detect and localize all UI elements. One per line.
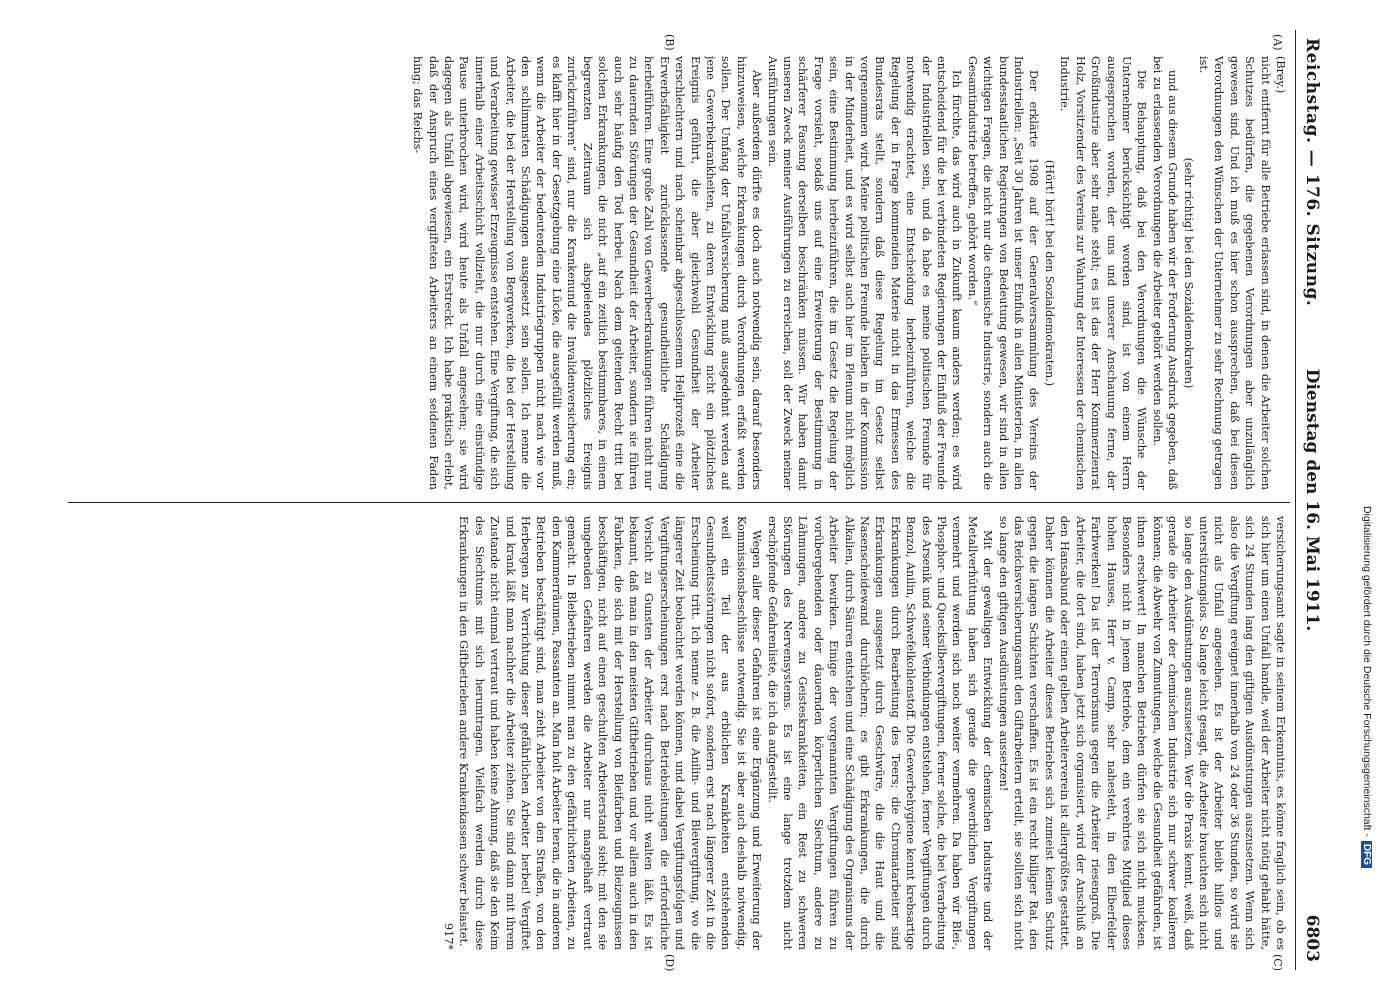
margin-marker-b: (B) (663, 34, 676, 51)
paragraph: versicherungsamt sagte in seinem Erkenntnis, es könne fraglich sein, ob es sich hier um einen Unfall handle, weil der Arbeiter nicht nötig gehabt hätte, sich 24 Stunden lang den giftigen Ausdünstungen auszusetzen. Wenn sich also die Vergiftung ereignet innerhalb von 24 oder 36 Stunden, so wird sie nicht als Unfall angesehen. Es ist der Arbeiter bleibt hilflos und unterstützungslos. So lange leicht gesagt, die Arbeiter brauchten sich nicht so lange den Ausdünstungen auszusetzen. Wer die Praxis kennt, weiß, daß gerade die Arbeiter der chemischen Industrie sich nur schwer koalieren können; die Abwehr von Zumutungen, welche die Gesundheit gefährden, ist ihnen erschwert! In manchen Betrieben dürfen sie sich nicht mucksen. Besonders nicht in jenem Betriebe, dem ein verehrtes Mitglied dieses hohen Hauses, Herr v. Camp, sehr nahesteht, in den Elberfelder Farbwerken! Da ist der Terrorismus gegen die Arbeiter riesengroß. Die Arbeiter, die dort sind, haben jetzt sich organisiert, wird der Anschluß an den Hansabund oder einen gelben Arbeiterverein ist allergrößtes gestattet. Daher können die Arbeiter dieses Betriebes sich zumeist keinen Schutz gegen die langen Schichten verschaffen. Es ist ein recht billiger Rat, den das Reichsversicherungsamt den Giftarbeitern erteilt, sie sollten sich nicht so lange den giftigen Ausdünstungen aussetzen! (996, 516, 1287, 950)
paragraph: Die Behauptung, daß bei den Verordnungen die Wünsche der Unternehmer berücksichtigt worden sind, ist von einem Herrn ausgesprochen worden, der uns und unserer Anschauung ferne, der Großindustrie aber sehr nahe steht; es ist das der Herr Kommerzienrat Holz, Vorsitzender des Vereins zur Wahrung der Interessen der chemischen Industrie. (1058, 56, 1149, 490)
margin-marker-d: (D) (663, 954, 676, 972)
paragraph: Ich fürchte, das wird auch in Zukunft kaum anders werden; es wird entscheidend für die bei verbindeten Regierungen der Einfluß der Freunde der Industriellen sein, und da habe es meine politischen Freunde für notwendig erachtet, eine Entscheidung herbeizuführen, welche die Regelung der in Frage kommenden Materie nicht in das Ermessen des Bundesrats stellt, sondern daß diese Regelung im Gesetz selbst vorgenommen wird. Meine politischen Freunde bleiben in der Kommission in der Minderheit, und es wird selbst auch hier im Plenum nicht möglich sein, eine Bestimmung herbeizuführen, die im Gesetz die Regelung der Frage vorsieht, sodaß uns auf eine Erweiterung der Bestimmung in schärferer Fassung derselben beschränken müssen. Wir haben damit unseren Zweck meiner Ausführungen zu erreichen, soll der Zweck meiner Ausführungen sein. (765, 56, 964, 490)
digitization-credit (1357, 10, 1377, 870)
paragraph: Wegen aller dieser Gefahren ist eine Ergänzung und Erweiterung der Kommissionsbeschlüsse notwendig. Sie ist aber auch deshalb notwendig, weil ein Teil der aus erblichen Krankheiten entstehenden Gesundheitsstörungen nicht sofort, sondern erst nach längerer Zeit in die Erscheinung tritt. Ich nenne z. B. die Anilin- und Bleivergiftung, wo die längerer Zeit beobachtet werden können, und dabei Vergiftungsfolgen und Vergiftungserscheinungen erst nach Betriebsleitungen die erforderliche Vorsicht zu Gunsten der Arbeiter durchaus nicht walten läßt. Es ist bekannt, daß man in den meisten Giftbetrieben und vor allem auch in den Fabriken, die sich mit der Herstellung von Bleifarben und Bleizeugnissen beschäftigen, nicht auf einen geschulten Arbeiterstand sieht; mit den sie umgebenden Gefahren werden die Arbeiter nur mangelhaft vertraut gemacht. In Bleibetrieben nimmt man zu den gefährlichsten Arbeiten, zu den Kammerräumen, Passanten an. Man holt Arbeiter heran, die in anderen Betrieben beschäftigt sind, man zieht Arbeiter von den Straßen, von den Herbergen zur Verrichtung dieser gefährlichen Arbeiter herbei! Vergiftet und krank läßt man nachher die Arbeiter ziehen. Sie sind dann mit ihrem Zustande nicht einmal vertraut und haben keine Ahnung, daß sie den Keim des Siechtums mit sich herumtragen. Vielfach werden durch diese Erkrankungen in den Giftbetrieben andere Krankenkassen schwer belastet. (457, 516, 764, 950)
header-page-number: 6803 (1302, 914, 1322, 962)
dfg-logo: DFG (1361, 841, 1372, 868)
paragraph: Mit der gewaltigen Entwicklung der chemischen Industrie und der Metallverhüttung haben sich gerade die gewerblichen Vergiftungen vermehrt und werden sich noch weiter vermehren. Da haben wir Blei-, Phosphor- und Quecksilbervergiftungen, ferner solche, die bei Verarbeitung des Arsenik und seiner Verbindungen entstehen, ferner Vergiftungen durch Benzol, Anilin, Schwefelkohlenstoff. Die Gewerbehygiene kennt krebsartige Erkrankungen durch Bearbeitung des Teers; die Chromatarbeiter sind Erkrankungen ausgesetzt durch Geschwüre, die die Haut und die Nasenscheidewand durchlöchern; es gibt Erkrankungen, die durch Alkalien, durch Säuren entstehen und eine Schädigung des Organismus der Arbeiter bewirken. Einige der vorgenannten Vergiftungen führen zu vorübergehenden oder dauernden körperlichen Siechtum, andere zu Lähmungen, andere zu Geisteskrankheiten, ein Rest zu schweren Störungen des Nervensystems. Es ist eine lange trotzdem nicht erschöpfende Gefahrenliste, die ich da aufgestellt. (765, 516, 995, 950)
left-text-column (66, 56, 1288, 490)
interjection: (Hört! hört! bei den Sozialdemokraten.) (1042, 159, 1056, 387)
paragraph: Aber außerdem dürfte es doch auch notwendig sein, darauf besonders hinzuweisen, welche Erkrankungen durch Verordnungen erfaßt werden sollen. Der Umfang der Unfallversicherung muß ausgedehnt werden auf jene Gewerbekrankheiten, zu deren Entwicklung nicht ein plötzliches Ereignis geführt, die aber gleichwohl Gesundheit der Arbeiter verschlechtern und nach scheinbar abgeschlossenem Heilprozeß eine die Erwerbsfähigkeit zurücklassende gesundheitliche Schädigung herbeiführen. Eine große Zahl von Gewerbeerkrankungen führen nicht nur zu dauernden Störungen der Gesundheit der Arbeiter, sondern sie führen auch sehr häufig den Tod herbei. Nach dem geltenden Recht tritt bei solchen Erkrankungen, die nicht „auf ein zeitlich bestimmbares, in einem begrenzten Zeitraum sich abspielendes plötzliches Ereignis zurückzuführen“ sind, nur die Krankenund die Invalidenversicherung ein; es klafft hier in der Gesetzgebung eine Lücke, die ausgefüllt werden muß, wenn die Arbeiter der bedeutenden Industriegruppen nicht nach wie vor den schlimmsten Schädigungen ausgesetzt sein sollen. Ich nenne die Arbeiter, die bei der Herstellung von Bergwerken, die bei der Herstellung und Verarbeitung gewisser Erzeugnisse entstehen. Eine Vergiftung, die sich innerhalb einer Arbeitsschicht vollzieht, die nur durch eine einstündige Pause unterbrochen wird, wird heute als Unfall angesehen; sie wird dagegen als Unfall abgewiesen, ein Erstreckt. Ich habe praktisch erlebt, daß der Anspruch eines vergifteten Arbeiters an einem seidenen Faden hing; das Reichs- (411, 56, 764, 490)
page-footer: 917* (442, 923, 456, 950)
paragraph: und aus diesem Grunde haben wir der Forderung Ausdruck gegeben, daß bei zu erlassenden Verordnungen die Arbeiter gehört werden sollen. (1150, 56, 1180, 490)
column-divider (68, 502, 1290, 503)
interjection: (sehr richtig! bei den Sozialdemokraten) (1181, 157, 1195, 389)
header-session: Reichstag. — 176. Sitzung. (1302, 38, 1322, 307)
rotated-print-area (56, 30, 1326, 970)
margin-marker-c: (C) (1271, 954, 1284, 971)
paragraph: Der erklärte 1908 auf der Generalversammlung des Vereins der Industriellen: „Seit 30 Jahren ist unser Einfluß in allen Ministerien, in allen bundesstaatlichen Regierungen von Bedeutung gewesen, wir sind in allen wichtigen Fragen, die nicht nur die chemische Industrie, sondern auch die Gesamtindustrie betreffen, gehört worden.“ (965, 56, 1041, 490)
speaker-tag: (Brey.) (1274, 56, 1287, 94)
header-date: Dienstag den 16. Mai 1911. (1302, 368, 1322, 632)
page-header (1295, 30, 1326, 970)
credit-text: Digitalisierung gefördert durch die Deutsche Forschungsgemeinschaft - (1361, 505, 1373, 837)
paragraph: nicht entfernt für alle Betriebe erlassen sind, in denen die Arbeiter solchen Schutzes bedürfen, die gegebenen Verordnungen aber unzulänglich gewesen sind. Und ich muß es hier schon aussprechen, daß bei diesen Verordnungen den Wünschen der Unternehmer zu sehr Rechnung getragen ist. (1196, 56, 1272, 490)
margin-marker-a: (A) (1271, 34, 1284, 51)
right-text-column (66, 516, 1288, 950)
